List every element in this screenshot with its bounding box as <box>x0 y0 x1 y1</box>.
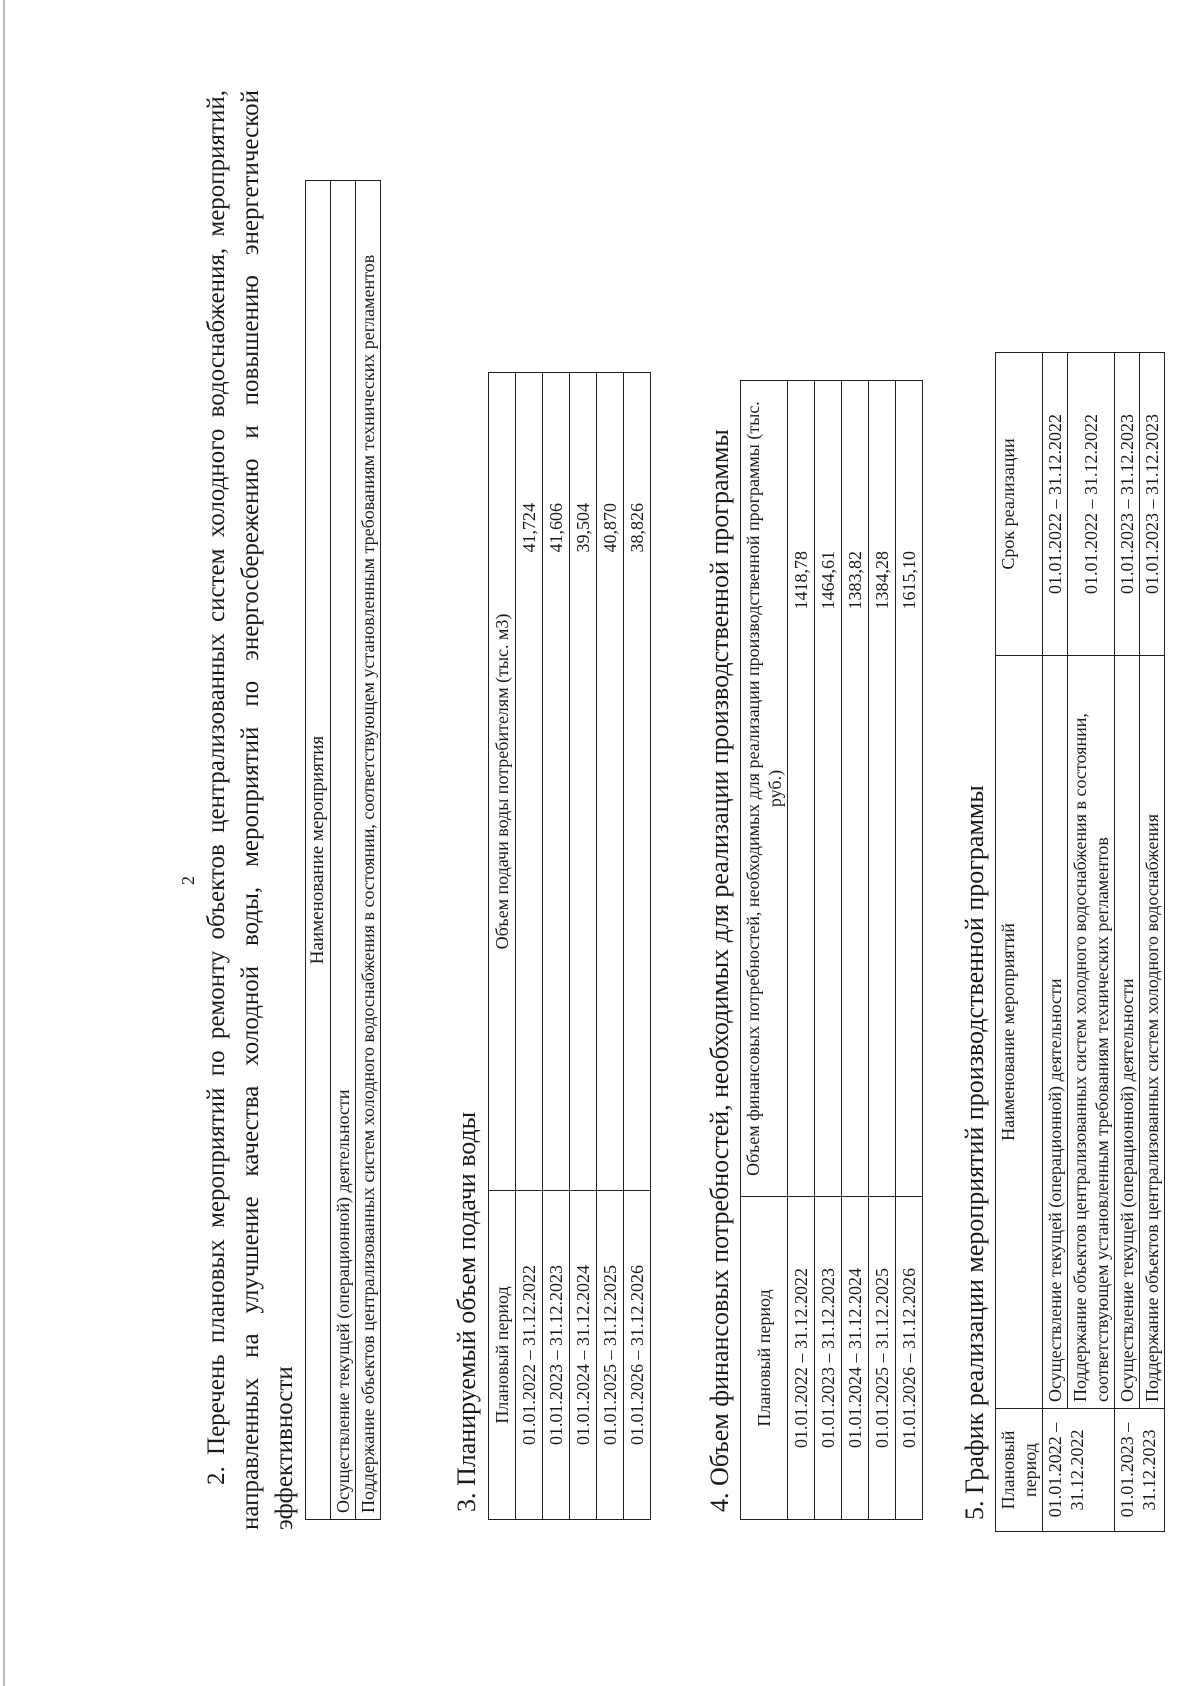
table-header-row <box>306 181 331 1520</box>
section-2-title <box>200 90 302 1530</box>
table-cell-period: 01.01.2023 – 31.12.2023 <box>543 1191 570 1520</box>
table-cell-name: Поддержание объектов централизованных систем холодного водоснабжения <box>1140 656 1165 1409</box>
table-cell-period: 01.01.2025 – 31.12.2025 <box>869 1197 896 1520</box>
table-cell: Поддержание объектов централизованных систем холодного водоснабжения в состоянии, соответствующем установленным требованиям технических регламентов <box>356 181 381 1520</box>
table-row <box>331 181 356 1520</box>
table-cell-value: 1418,78 <box>788 381 815 1197</box>
table-cell-term: 01.01.2022 – 31.12.2022 <box>1043 353 1068 656</box>
table-cell-period: 01.01.2022 – 31.12.2022 <box>1043 1409 1115 1532</box>
table-cell-name: Поддержание объектов централизованных систем холодного водоснабжения в состоянии, соответствующем установленным требованиям технических регламентов <box>1068 656 1115 1409</box>
table-header: Наименование мероприятий <box>996 656 1043 1409</box>
table-cell-value: 41,606 <box>543 373 570 1191</box>
table-header-row <box>741 381 788 1520</box>
table-row <box>543 373 570 1520</box>
table-cell-value: 40,870 <box>597 373 624 1191</box>
table-cell-name: Осуществление текущей (операционной) деятельности <box>1115 656 1140 1409</box>
table-cell-period: 01.01.2025 – 31.12.2025 <box>597 1191 624 1520</box>
table-header: Плановый период <box>741 1197 788 1520</box>
table-cell-term: 01.01.2023 – 31.12.2023 <box>1115 353 1140 656</box>
table-cell-period: 01.01.2023 – 31.12.2023 <box>1115 1409 1165 1532</box>
table-row <box>570 373 597 1520</box>
table-row <box>356 181 381 1520</box>
table-cell-value: 1464,61 <box>815 381 842 1197</box>
section-4-title: 4. Объем финансовых потребностей, необходимых для реализации производственной программы <box>705 429 734 1512</box>
table-row <box>624 373 651 1520</box>
table-header-row <box>996 353 1043 1532</box>
table-cell-value: 1615,10 <box>896 381 923 1197</box>
table-header: Плановый период <box>489 1191 516 1520</box>
table-cell-period: 01.01.2024 – 31.12.2024 <box>570 1191 597 1520</box>
section-2-title-text: 2. Перечень плановых мероприятий по ремонту объектов централизованных систем холодного водоснабжения, мероприятий, направленных на улучшение качества холодной воды, мероприятий по энергосбережению и повышению энергетической эффективности <box>203 90 298 1530</box>
table-row <box>788 381 815 1520</box>
table-cell-period: 01.01.2024 – 31.12.2024 <box>842 1197 869 1520</box>
table-cell-value: 1384,28 <box>869 381 896 1197</box>
table-cell-term: 01.01.2023 – 31.12.2023 <box>1140 353 1165 656</box>
scan-edge-line <box>3 0 5 1686</box>
financial-needs-table <box>740 380 923 1520</box>
rotated-page <box>60 40 1162 1640</box>
table-header: Наименование мероприятия <box>306 181 331 1520</box>
table-row <box>869 381 896 1520</box>
table-cell-period: 01.01.2022 – 31.12.2022 <box>516 1191 543 1520</box>
table-cell-term: 01.01.2022 – 31.12.2022 <box>1068 353 1115 656</box>
table-row <box>1043 353 1068 1532</box>
measures-table <box>305 180 381 1520</box>
section-3-title: 3. Планируемый объем подачи воды <box>452 1111 481 1512</box>
table-cell-period: 01.01.2026 – 31.12.2026 <box>624 1191 651 1520</box>
table-row <box>1068 353 1115 1532</box>
schedule-table <box>995 352 1165 1532</box>
table-cell: Осуществление текущей (операционной) деятельности <box>331 181 356 1520</box>
table-row <box>1115 353 1140 1532</box>
table-row <box>516 373 543 1520</box>
table-row <box>842 381 869 1520</box>
table-cell-name: Осуществление текущей (операционной) деятельности <box>1043 656 1068 1409</box>
table-cell-value: 1383,82 <box>842 381 869 1197</box>
table-row <box>597 373 624 1520</box>
table-cell-period: 01.01.2022 – 31.12.2022 <box>788 1197 815 1520</box>
table-cell-value: 41,724 <box>516 373 543 1191</box>
table-header-row <box>489 373 516 1520</box>
table-row <box>896 381 923 1520</box>
table-header: Объем финансовых потребностей, необходимых для реализации производственной программы (тыс. руб.) <box>741 381 788 1197</box>
table-header: Плановый период <box>996 1409 1043 1532</box>
table-cell-value: 39,504 <box>570 373 597 1191</box>
table-cell-period: 01.01.2026 – 31.12.2026 <box>896 1197 923 1520</box>
table-header: Объем подачи воды потребителям (тыс. м3) <box>489 373 516 1191</box>
water-supply-table <box>488 372 651 1520</box>
page-number: 2 <box>178 876 198 885</box>
table-header: Срок реализации <box>996 353 1043 656</box>
table-cell-period: 01.01.2023 – 31.12.2023 <box>815 1197 842 1520</box>
table-row <box>815 381 842 1520</box>
section-5-title: 5. График реализации мероприятий производственной программы <box>960 785 989 1520</box>
table-row <box>1140 353 1165 1532</box>
table-cell-value: 38,826 <box>624 373 651 1191</box>
